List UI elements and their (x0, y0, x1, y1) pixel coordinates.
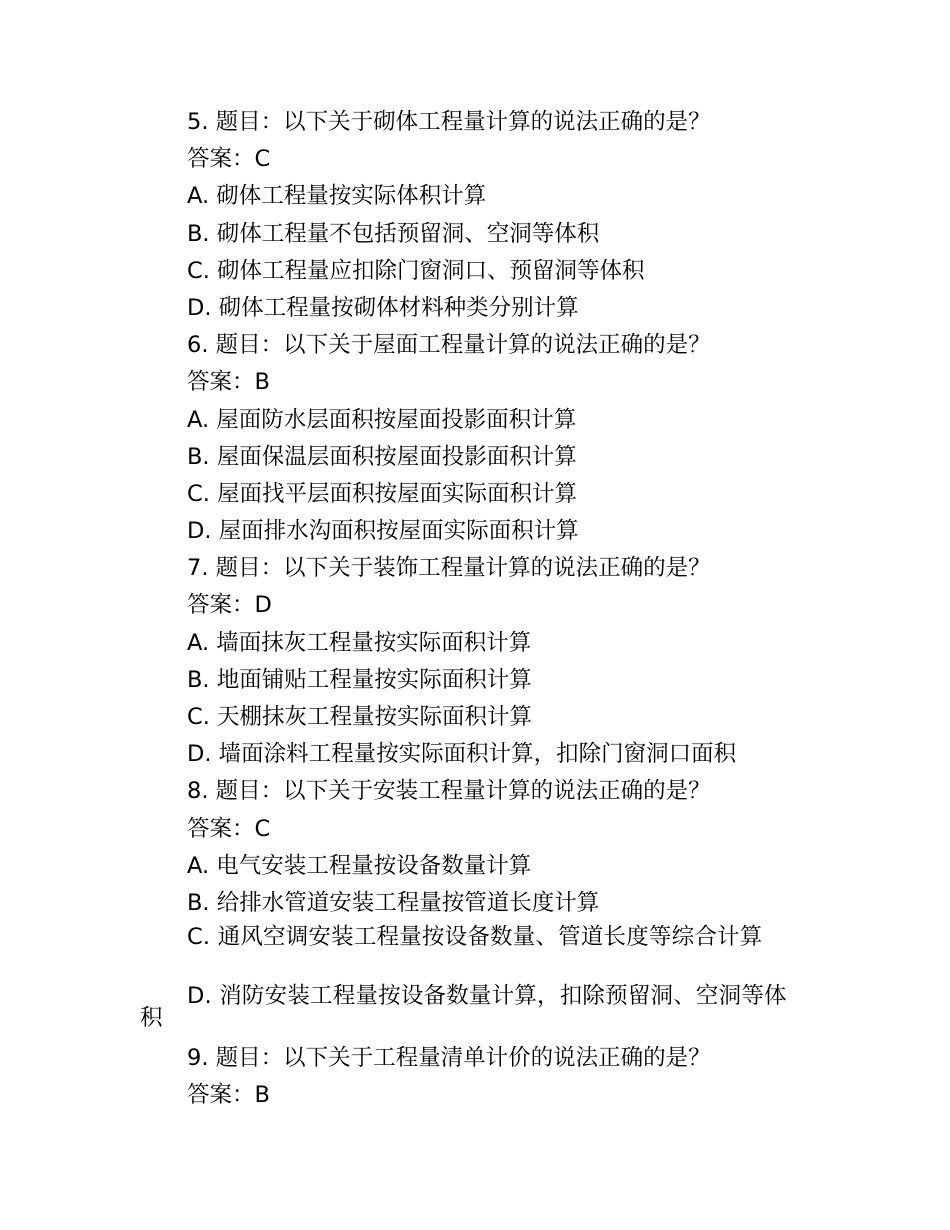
question-6-option-a: A. 屋面防水层面积按屋面投影面积计算 (187, 406, 577, 433)
question-5-option-b: B. 砌体工程量不包括预留洞、空洞等体积 (187, 220, 600, 247)
document-content (140, 104, 800, 1115)
question-5-option-c: C. 砌体工程量应扣除门窗洞口、预留洞等体积 (187, 257, 645, 284)
question-8-option-d: D. 消防安装工程量按设备数量计算，扣除预留洞、空洞等体积 (140, 983, 787, 1032)
question-6-option-b: B. 屋面保温层面积按屋面投影面积计算 (187, 443, 577, 470)
question-6-title: 6. 题目：以下关于屋面工程量计算的说法正确的是？ (187, 332, 711, 359)
question-5-answer: 答案：C (187, 146, 271, 173)
question-7-option-b: B. 地面铺贴工程量按实际面积计算 (187, 666, 532, 693)
question-7-option-d: D. 墙面涂料工程量按实际面积计算，扣除门窗洞口面积 (187, 741, 737, 768)
question-5-option-a: A. 砌体工程量按实际体积计算 (187, 183, 487, 210)
question-5-option-d: D. 砌体工程量按砌体材料种类分别计算 (187, 294, 579, 321)
question-8-answer: 答案：C (187, 815, 271, 842)
question-8-option-c: C. 通风空调安装工程量按设备数量、管道长度等综合计算 (187, 924, 763, 951)
question-7-answer: 答案：D (187, 592, 272, 619)
question-5-title: 5. 题目：以下关于砌体工程量计算的说法正确的是？ (187, 109, 711, 135)
question-9-answer: 答案：B (187, 1082, 270, 1109)
question-6-option-c: C. 屋面找平层面积按屋面实际面积计算 (187, 480, 578, 507)
question-8-option-b: B. 给排水管道安装工程量按管道长度计算 (187, 889, 600, 916)
question-7-option-a: A. 墙面抹灰工程量按实际面积计算 (187, 629, 532, 656)
question-8-option-a: A. 电气安装工程量按设备数量计算 (187, 852, 532, 879)
question-6-answer: 答案：B (187, 369, 270, 396)
question-7-option-c: C. 天棚抹灰工程量按实际面积计算 (187, 704, 533, 730)
question-9-title: 9. 题目：以下关于工程量清单计价的说法正确的是？ (187, 1045, 711, 1072)
question-6-option-d: D. 屋面排水沟面积按屋面实际面积计算 (187, 518, 579, 545)
question-7-title: 7. 题目：以下关于装饰工程量计算的说法正确的是？ (187, 555, 711, 582)
question-8-title: 8. 题目：以下关于安装工程量计算的说法正确的是？ (187, 778, 711, 805)
